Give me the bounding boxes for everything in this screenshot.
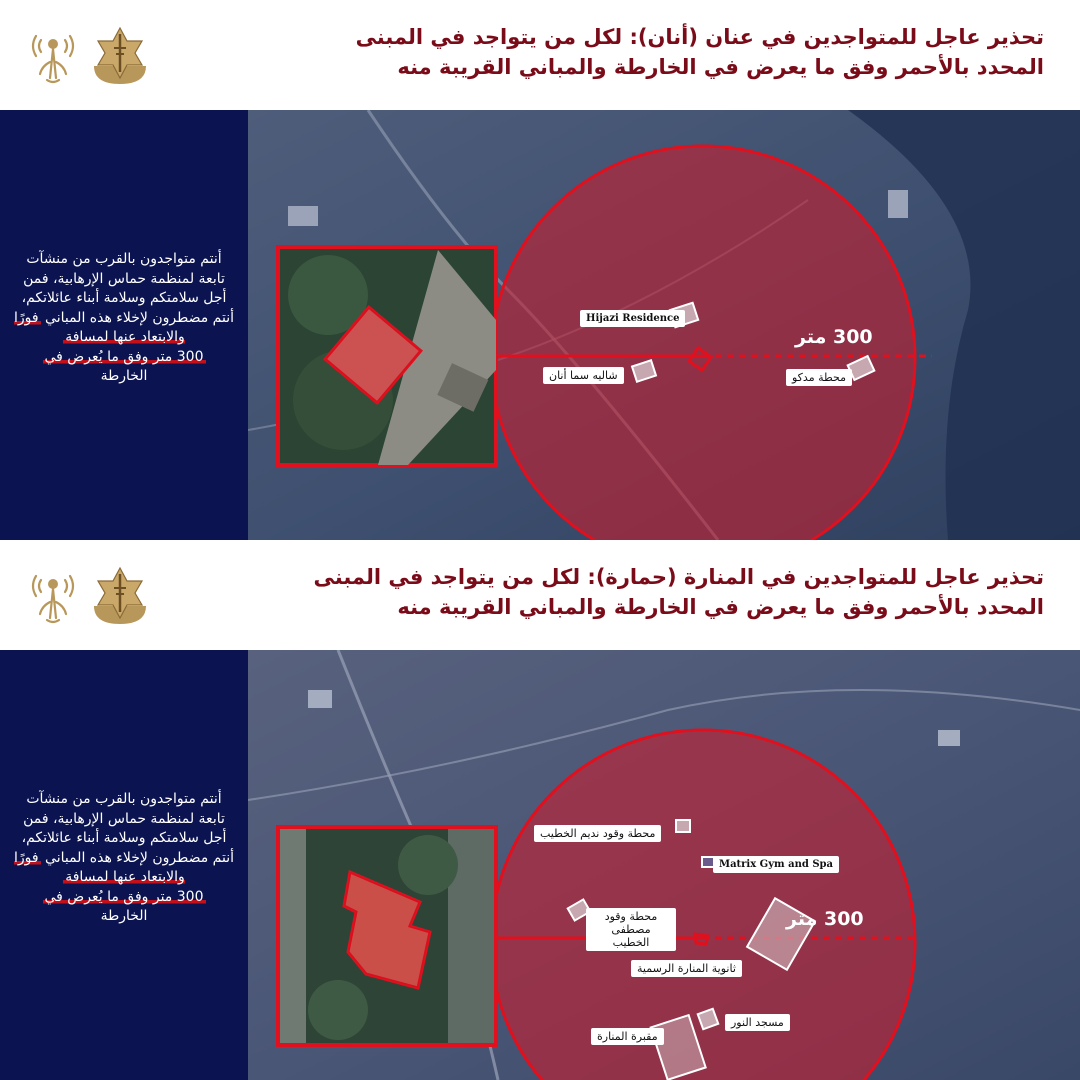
panel-header bbox=[0, 0, 1080, 110]
side-message-box bbox=[0, 110, 248, 540]
site-label-mustafa-station: محطة وقود مصطفى الخطيب bbox=[586, 908, 676, 951]
site-label-chalet: شاليه سما أنان bbox=[543, 367, 624, 384]
site-label-station: محطة مدكو bbox=[786, 369, 852, 386]
distance-label: 300 متر bbox=[786, 908, 864, 930]
zoom-inset bbox=[278, 247, 496, 465]
signal-corps-emblem-icon bbox=[33, 576, 73, 622]
distance-label: 300 متر bbox=[795, 326, 873, 348]
site-label-mosque: مسجد النور bbox=[725, 1014, 790, 1031]
side-message-highlight: 300 متر وفق ما يُعرض في bbox=[44, 348, 204, 365]
satellite-map[interactable] bbox=[248, 110, 1080, 540]
warning-title: تحذير عاجل للمتواجدين في عنان (أنان): لكل من يتواجد في المبنى المحدد بالأحمر وفق ما يعرض في الخارطة والمباني القريبة منه bbox=[355, 25, 1044, 79]
side-message-line: الخارطة bbox=[100, 908, 148, 924]
side-message-line: أنتم متواجدون بالقرب من منشآت تابعة لمنظمة حماس الإرهابية، فمن أجل سلامتكم وسلامة أبناء عائلاتكم، أنتم مضطرون لإخلاء هذه المباني bbox=[21, 791, 234, 866]
side-message bbox=[14, 250, 234, 387]
warning-title: تحذير عاجل للمتواجدين في المنارة (حمارة): لكل من يتواجد في المبنى المحدد بالأحمر وفق ما يعرض في الخارطة والمباني القريبة منه bbox=[313, 565, 1044, 619]
map-building bbox=[308, 690, 332, 708]
side-message-highlight: فورًا والابتعاد عنها لمسافة bbox=[14, 849, 185, 885]
side-message-line: أنتم متواجدون بالقرب من منشآت تابعة لمنظمة حماس الإرهابية، فمن أجل سلامتكم وسلامة أبناء عائلاتكم، أنتم مضطرون لإخلاء هذه المباني bbox=[21, 251, 234, 326]
panel-header bbox=[0, 540, 1080, 650]
site-label-school: ثانوية المنارة الرسمية bbox=[631, 960, 742, 977]
side-message bbox=[14, 790, 234, 927]
idf-emblem-icon bbox=[94, 568, 146, 624]
map-building bbox=[938, 730, 960, 746]
site-label-matrix-gym: Matrix Gym and Spa bbox=[713, 856, 839, 873]
signal-corps-emblem-icon bbox=[33, 36, 73, 82]
side-message-highlight: فورًا والابتعاد عنها لمسافة bbox=[14, 309, 185, 345]
side-message-box bbox=[0, 650, 248, 1080]
map-building bbox=[288, 206, 318, 226]
satellite-map[interactable] bbox=[248, 650, 1080, 1080]
site-label-cemetery: مقبرة المنارة bbox=[591, 1028, 664, 1045]
side-message-highlight: 300 متر وفق ما يُعرض في bbox=[44, 888, 204, 905]
map-building bbox=[888, 190, 908, 218]
zoom-inset bbox=[278, 827, 496, 1045]
idf-emblem-icon bbox=[94, 28, 146, 84]
logos bbox=[28, 22, 163, 88]
warning-panel-manara bbox=[0, 540, 1080, 1080]
logos bbox=[28, 562, 163, 628]
site-label-nadim-station: محطة وقود نديم الخطيب bbox=[534, 825, 661, 842]
site-label-hijazi: Hijazi Residence bbox=[580, 310, 685, 327]
side-message-line: الخارطة bbox=[100, 368, 148, 384]
site-marker bbox=[676, 820, 690, 832]
